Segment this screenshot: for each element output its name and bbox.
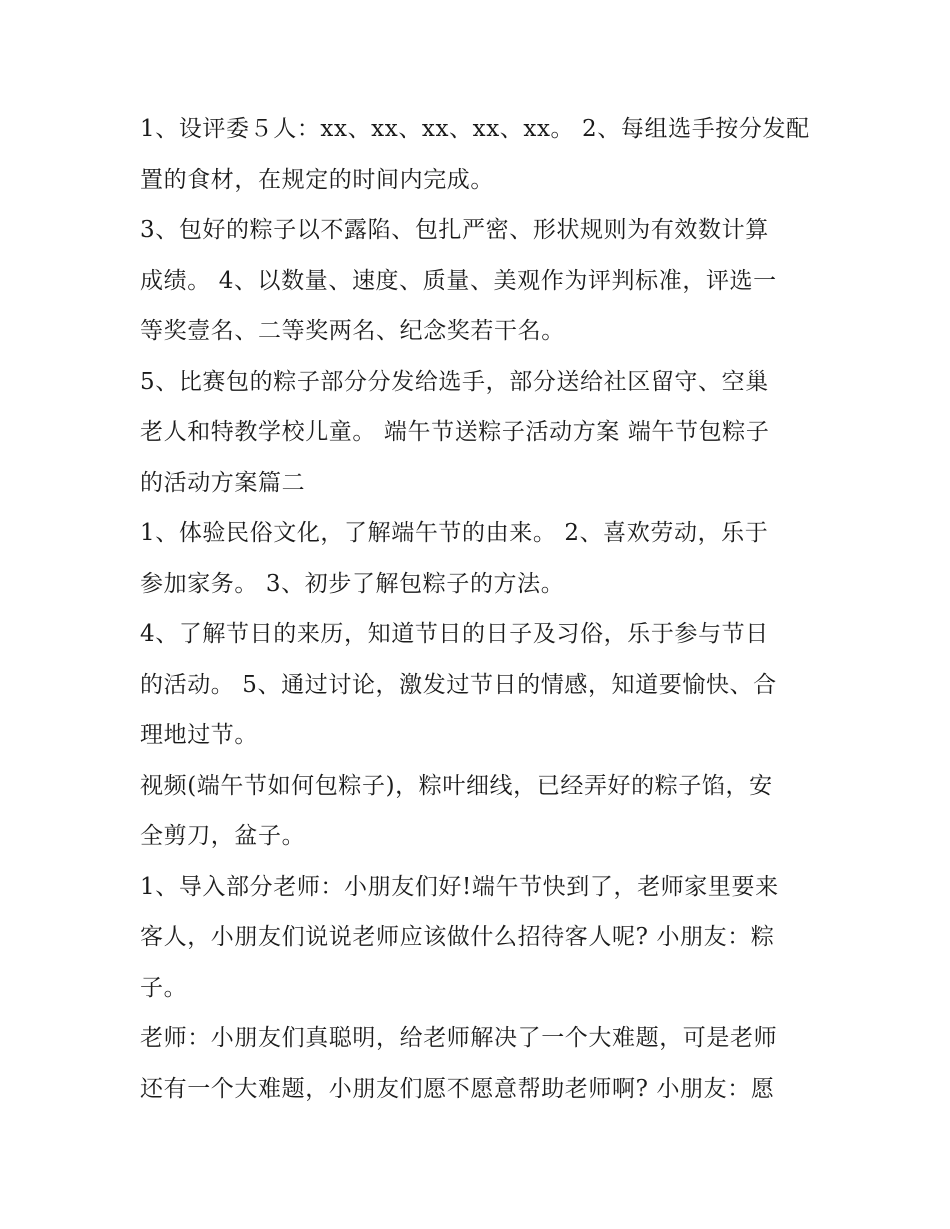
text-line: 1、设评委５人：xx、xx、xx、xx、xx。 2、每组选手按分发配	[140, 116, 810, 142]
text-line: 子。	[140, 974, 188, 1001]
text-line: 5、比赛包的粽子部分分发给选手，部分送给社区留守、空巢	[140, 368, 769, 395]
text-line: 视频(端午节如何包粽子)，粽叶细线，已经弄好的粽子馅，安	[140, 772, 773, 799]
text-line: 还有一个大难题，小朋友们愿不愿意帮助老师啊? 小朋友：愿	[140, 1075, 775, 1102]
text-line: 的活动方案篇二	[140, 469, 306, 496]
text-line: 理地过节。	[140, 722, 258, 748]
text-line: 1、体验民俗文化，了解端午节的由来。 2、喜欢劳动，乐于	[140, 520, 769, 546]
document-body	[140, 104, 820, 1114]
text-line: 3、包好的粽子以不露陷、包扎严密、形状规则为有效数计算	[140, 217, 769, 243]
text-line: 客人，小朋友们说说老师应该做什么招待客人呢? 小朋友：粽	[140, 924, 775, 950]
text-line: 等奖壹名、二等奖两名、纪念奖若干名。	[140, 318, 565, 344]
text-line: 老人和特教学校儿童。 端午节送粽子活动方案 端午节包粽子	[140, 419, 770, 445]
text-line: 老师：小朋友们真聪明，给老师解决了一个大难题，可是老师	[140, 1025, 778, 1051]
text-line: 成绩。 4、以数量、速度、质量、美观作为评判标准，评选一	[140, 267, 777, 294]
text-line: 的活动。 5、通过讨论，激发过节日的情感，知道要愉快、合	[140, 671, 777, 698]
text-line: 全剪刀，盆子。	[140, 823, 306, 849]
text-line: 1、导入部分老师：小朋友们好!端午节快到了，老师家里要来	[140, 873, 779, 900]
text-line: 参加家务。 3、初步了解包粽子的方法。	[140, 570, 565, 597]
text-line: 置的食材，在规定的时间内完成。	[140, 166, 494, 193]
text-line: 4、了解节日的来历，知道节日的日子及习俗，乐于参与节日	[140, 621, 769, 647]
